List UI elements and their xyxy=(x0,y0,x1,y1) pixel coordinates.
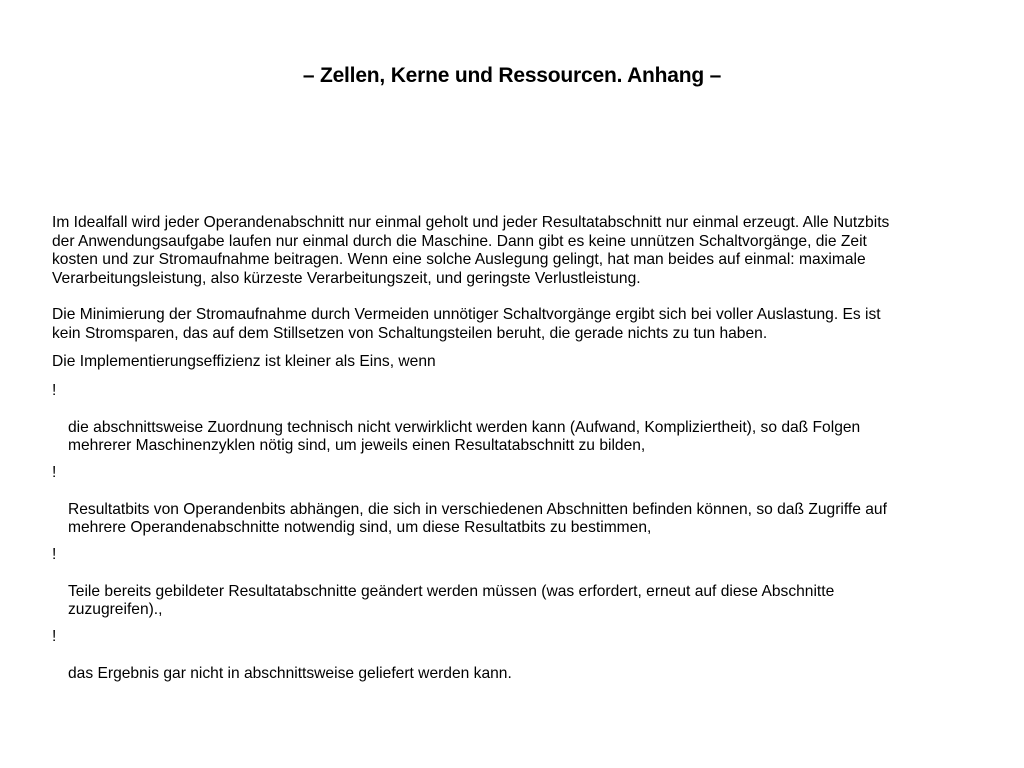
condition-list xyxy=(52,382,992,684)
bullet-marker: ! xyxy=(52,627,57,645)
list-item-text: Teile bereits gebildeter Resultatabschnitte geändert werden müssen (was erfordert, erneut auf diese Abschnitte zuzugreifen)., xyxy=(68,582,835,618)
bullet-marker: ! xyxy=(52,463,57,481)
bullet-marker: ! xyxy=(52,545,57,563)
paragraph-power-minimization: Die Minimierung der Stromaufnahme durch Vermeiden unnötiger Schaltvorgänge ergibt sich bei voller Auslastung. Es ist kein Stromsparen, das auf dem Stillsetzen von Schaltungsteilen beruht, die gerade nichts zu tun haben. xyxy=(52,306,881,342)
list-item-text: das Ergebnis gar nicht in abschnittsweise geliefert werden kann. xyxy=(68,664,512,682)
paragraph-efficiency-intro: Die Implementierungseffizienz ist kleiner als Eins, wenn xyxy=(52,353,436,370)
paragraph-ideal-case: Im Idealfall wird jeder Operandenabschnitt nur einmal geholt und jeder Resultatabschnitt nur einmal erzeugt. Alle Nutzbits der Anwendungsaufgabe laufen nur einmal durch die Maschine. Dann gibt es keine unnützen Schaltvorgänge, die Zeit kosten und zur Stromaufnahme beitragen. Wenn eine solche Auslegung gelingt, hat man beides auf einmal: maximale Verarbeitungsleistung, also kürzeste Verarbeitungszeit, und geringste Verlustleistung. xyxy=(52,214,890,287)
slide-title: – Zellen, Kerne und Ressourcen. Anhang – xyxy=(302,64,722,87)
list-item-text: die abschnittsweise Zuordnung technisch nicht verwirklicht werden kann (Aufwand, Kompliziertheit), so daß Folgen mehrerer Maschinenzyklen nötig sind, um jeweils einen Resultatabschnitt zu bilden, xyxy=(68,418,861,454)
list-item xyxy=(52,464,992,538)
bullet-marker: ! xyxy=(52,381,57,399)
slide-body xyxy=(52,214,992,691)
list-item-text: Resultatbits von Operandenbits abhängen, die sich in verschiedenen Abschnitten befinden können, so daß Zugriffe auf mehrere Operandenabschnitte notwendig sind, um diese Resultatbits zu bestimmen, xyxy=(68,500,887,536)
list-item xyxy=(52,628,992,684)
list-item xyxy=(52,382,992,456)
list-item xyxy=(52,546,992,620)
